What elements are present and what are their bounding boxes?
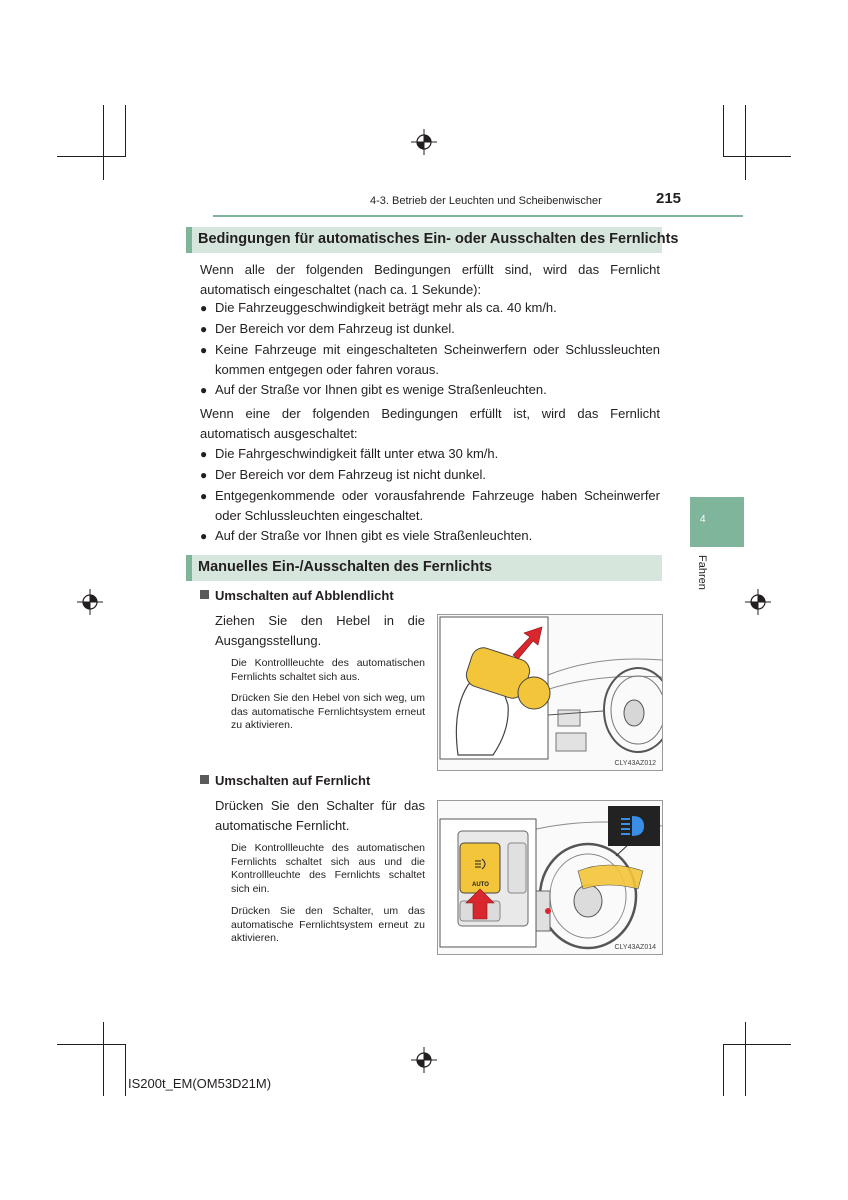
bullet-icon: ● <box>200 489 208 503</box>
crop-mark <box>125 105 126 157</box>
subsection-heading <box>200 773 370 788</box>
crop-mark <box>745 105 746 180</box>
bullet-icon: ● <box>200 468 208 482</box>
crop-mark <box>745 1022 746 1096</box>
section-heading <box>186 227 679 253</box>
list-item <box>200 526 660 546</box>
note-text: Die Kontrollleuchte des automatischen Fernlichts schaltet sich aus. <box>231 657 425 683</box>
section-heading-text: Bedingungen für automatisches Ein- oder Ausschalten des Fernlichts <box>198 231 679 247</box>
registration-mark-icon <box>411 1047 437 1073</box>
chapter-number: 4 <box>700 514 706 525</box>
list-item-text: Auf der Straße vor Ihnen gibt es viele Straßenleuchten. <box>215 528 533 543</box>
section-heading <box>186 555 662 581</box>
chapter-name: Fahren <box>696 555 708 590</box>
list-item <box>200 298 660 318</box>
bullet-icon: ● <box>200 447 208 461</box>
bullet-icon: ● <box>200 529 208 543</box>
subsection-heading-text: Umschalten auf Fernlicht <box>215 773 371 788</box>
crop-mark <box>723 156 791 157</box>
crop-mark <box>103 1022 104 1096</box>
auto-button-label: AUTO <box>472 882 489 888</box>
list-item-text: Auf der Straße vor Ihnen gibt es wenige Straßenleuchten. <box>215 382 547 397</box>
note-text: Drücken Sie den Schalter, um das automatische Fernlichtsystem erneut zu aktivieren. <box>231 905 425 944</box>
list-item-text: Entgegenkommende oder vorausfahrende Fahrzeuge haben Scheinwerfer oder Schlussleuchten eingeschaltet. <box>215 488 660 523</box>
lever-illustration-icon <box>438 615 662 770</box>
chapter-tab <box>690 497 744 547</box>
square-bullet-icon <box>200 775 209 784</box>
figure-code: CLY43AZ014 <box>614 944 656 951</box>
page-number: 215 <box>656 190 682 207</box>
list-item <box>200 319 660 339</box>
heading-accent-bar <box>186 227 192 253</box>
registration-mark-icon <box>77 589 103 615</box>
list-item <box>200 465 660 485</box>
heading-accent-bar <box>186 555 192 581</box>
bullet-icon: ● <box>200 343 208 357</box>
crop-mark <box>125 1044 126 1096</box>
list-item <box>200 340 660 380</box>
bullet-icon: ● <box>200 301 208 315</box>
running-header: 4-3. Betrieb der Leuchten und Scheibenwischer <box>370 195 602 207</box>
subsection-heading <box>200 588 394 603</box>
crop-mark <box>103 105 104 180</box>
crop-mark <box>723 1044 791 1045</box>
crop-mark <box>723 105 724 157</box>
bullet-icon: ● <box>200 322 208 336</box>
note-text: Die Kontrollleuchte des automatischen Fernlichts schaltet sich aus und die Kontrollleuchte des Fernlichts schaltet sich ein. <box>231 842 425 895</box>
bullet-icon: ● <box>200 383 208 397</box>
auto-high-beam-indicator-icon <box>618 813 650 839</box>
instruction-text: Ziehen Sie den Hebel in die Ausgangsstellung. <box>215 613 425 648</box>
paragraph: Wenn alle der folgenden Bedingungen erfüllt sind, wird das Fernlicht automatisch eingeschaltet (nach ca. 1 Sekunde): <box>200 262 660 297</box>
illustration-auto-switch <box>437 800 663 955</box>
registration-mark-icon <box>411 129 437 155</box>
subsection-heading-text: Umschalten auf Abblendlicht <box>215 588 394 603</box>
list-item <box>200 444 660 464</box>
model-code: IS200t_EM(OM53D21M) <box>128 1076 272 1091</box>
crop-mark <box>57 1044 125 1045</box>
section-heading-text: Manuelles Ein-/Ausschalten des Fernlichts <box>198 559 493 575</box>
list-item-text: Der Bereich vor dem Fahrzeug ist dunkel. <box>215 321 455 336</box>
list-item <box>200 486 660 526</box>
list-item-text: Keine Fahrzeuge mit eingeschalteten Scheinwerfern oder Schlussleuchten kommen entgegen oder fahren voraus. <box>215 342 660 377</box>
crop-mark <box>723 1044 724 1096</box>
header-rule <box>213 215 743 217</box>
figure-code: CLY43AZ012 <box>614 760 656 767</box>
list-item <box>200 380 660 400</box>
instruction-text: Drücken Sie den Schalter für das automatische Fernlicht. <box>215 798 425 833</box>
list-item-text: Die Fahrzeuggeschwindigkeit beträgt mehr als ca. 40 km/h. <box>215 300 557 315</box>
illustration-lever <box>437 614 663 771</box>
list-item-text: Die Fahrgeschwindigkeit fällt unter etwa 30 km/h. <box>215 446 499 461</box>
crop-mark <box>57 156 125 157</box>
list-item-text: Der Bereich vor dem Fahrzeug ist nicht dunkel. <box>215 467 486 482</box>
registration-mark-icon <box>745 589 771 615</box>
paragraph: Wenn eine der folgenden Bedingungen erfüllt ist, wird das Fernlicht automatisch ausgeschaltet: <box>200 406 660 441</box>
note-text: Drücken Sie den Hebel von sich weg, um das automatische Fernlichtsystem erneut zu aktivieren. <box>231 692 425 731</box>
square-bullet-icon <box>200 590 209 599</box>
